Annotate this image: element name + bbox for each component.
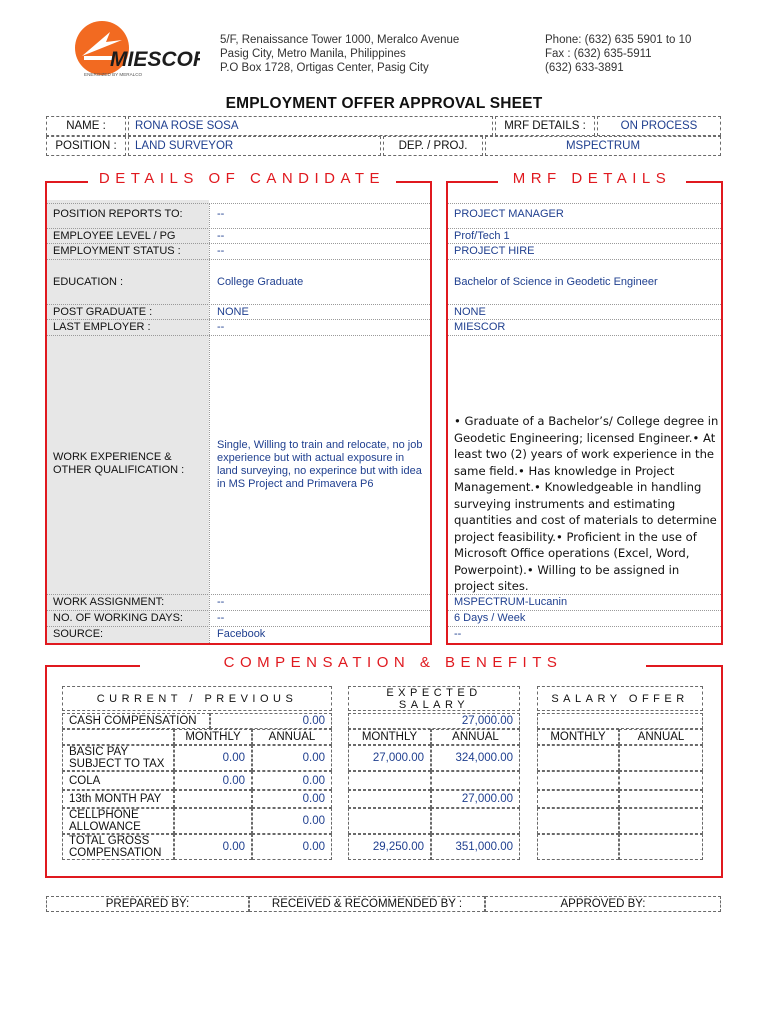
mrf-post-graduate: NONE bbox=[454, 306, 486, 318]
mrf-employment-status: PROJECT HIRE bbox=[454, 245, 535, 257]
basic-pay-label: BASIC PAY SUBJECT TO TAX bbox=[62, 745, 174, 771]
employee-level-value: -- bbox=[217, 230, 225, 242]
work-assignment-value: -- bbox=[217, 596, 225, 608]
fax-line-2: (632) 633-3891 bbox=[545, 62, 624, 74]
thirteenth-current-monthly bbox=[174, 790, 252, 808]
cellphone-expected-monthly bbox=[348, 808, 431, 834]
work-experience-value: Single, Willing to train and relocate, no job experience but with actual exposure in land surveying, no experince but with idea in MS Project and Primavera P6 bbox=[217, 439, 423, 490]
offer-annual-header: ANNUAL bbox=[619, 729, 703, 745]
cash-current-value: 0.00 bbox=[210, 713, 332, 729]
expected-monthly-header: MONTHLY bbox=[348, 729, 431, 745]
post-graduate-label: POST GRADUATE : bbox=[53, 306, 153, 318]
thirteenth-expected-monthly bbox=[348, 790, 431, 808]
company-contacts bbox=[545, 33, 691, 75]
basic-pay-expected-monthly: 27,000.00 bbox=[348, 745, 431, 771]
mrf-reports-to: PROJECT MANAGER bbox=[454, 208, 564, 220]
received-recommended-by-label: RECEIVED & RECOMMENDED BY : bbox=[249, 896, 485, 912]
basic-pay-expected-annual: 324,000.00 bbox=[431, 745, 520, 771]
reports-to-value: -- bbox=[217, 208, 225, 220]
cellphone-allowance-label: CELLPHONE ALLOWANCE bbox=[62, 808, 174, 834]
approved-by-label: APPROVED BY: bbox=[485, 896, 721, 912]
total-expected-monthly: 29,250.00 bbox=[348, 834, 431, 860]
total-current-annual: 0.00 bbox=[252, 834, 332, 860]
working-days-label: NO. OF WORKING DAYS: bbox=[53, 612, 183, 624]
thirteenth-month-label: 13th MONTH PAY bbox=[62, 790, 174, 808]
total-expected-annual: 351,000.00 bbox=[431, 834, 520, 860]
mrf-details-value: ON PROCESS bbox=[597, 116, 721, 136]
position-value: LAND SURVEYOR bbox=[128, 136, 381, 156]
mrf-employee-level: Prof/Tech 1 bbox=[454, 230, 510, 242]
working-days-value: -- bbox=[217, 612, 225, 624]
name-label: NAME : bbox=[46, 116, 126, 136]
thirteenth-expected-annual: 27,000.00 bbox=[431, 790, 520, 808]
cola-expected-annual bbox=[431, 771, 520, 790]
employment-status-label: EMPLOYMENT STATUS : bbox=[53, 245, 181, 257]
candidate-section-title: DETAILS OF CANDIDATE bbox=[88, 170, 396, 187]
cash-offer-value bbox=[537, 713, 703, 729]
post-graduate-value: NONE bbox=[217, 306, 249, 318]
dep-proj-value: MSPECTRUM bbox=[485, 136, 721, 156]
total-gross-label: TOTAL GROSS COMPENSATION bbox=[62, 834, 174, 860]
compensation-section-title: COMPENSATION & BENEFITS bbox=[140, 654, 646, 671]
cola-expected-monthly bbox=[348, 771, 431, 790]
logo-icon bbox=[70, 18, 200, 80]
basic-pay-current-monthly: 0.00 bbox=[174, 745, 252, 771]
education-label: EDUCATION : bbox=[53, 276, 124, 288]
last-employer-label: LAST EMPLOYER : bbox=[53, 321, 151, 333]
logo-wordmark: MIESCOR bbox=[110, 48, 200, 71]
thirteenth-current-annual: 0.00 bbox=[252, 790, 332, 808]
phone-line: Phone: (632) 635 5901 to 10 bbox=[545, 34, 692, 46]
cellphone-current-annual: 0.00 bbox=[252, 808, 332, 834]
mrf-last-employer: MIESCOR bbox=[454, 321, 506, 333]
mrf-qualifications: • Graduate of a Bachelor’s/ College degree in Geodetic Engineering; licensed Engineer.• At least two (2) years of work experience in the same field.• Has knowledge in Project Management.• Knowledgeable in handling surveying instruments and estimating quantities and cost of materials to determine project feasibility.• Proficient in the use of Microsoft Office operations (Excel, Word, Powerpoint).• Willing to be assigned in project sites. bbox=[454, 414, 719, 593]
total-current-monthly: 0.00 bbox=[174, 834, 252, 860]
position-label: POSITION : bbox=[46, 136, 126, 156]
source-label: SOURCE: bbox=[53, 628, 104, 640]
employment-status-value: -- bbox=[217, 245, 225, 257]
mrf-section-title: MRF DETAILS bbox=[498, 170, 686, 187]
current-annual-header: ANNUAL bbox=[252, 729, 332, 745]
mrf-working-days: 6 Days / Week bbox=[454, 612, 526, 624]
cellphone-current-monthly bbox=[174, 808, 252, 834]
candidate-label-column bbox=[47, 200, 209, 643]
address-line-3: P.O Box 1728, Ortigas Center, Pasig City bbox=[220, 62, 429, 74]
cellphone-expected-annual bbox=[431, 808, 520, 834]
address-line-1: 5/F, Renaissance Tower 1000, Meralco Avenue bbox=[220, 34, 460, 46]
basic-pay-current-annual: 0.00 bbox=[252, 745, 332, 771]
mrf-education: Bachelor of Science in Geodetic Engineer bbox=[454, 276, 658, 288]
miescor-logo bbox=[70, 18, 200, 80]
source-value: Facebook bbox=[217, 628, 266, 640]
company-address bbox=[220, 33, 459, 75]
dep-proj-label: DEP. / PROJ. bbox=[383, 136, 483, 156]
cola-current-annual: 0.00 bbox=[252, 771, 332, 790]
cash-compensation-label: CASH COMPENSATION bbox=[62, 713, 210, 729]
last-employer-value: -- bbox=[217, 321, 225, 333]
address-line-2: Pasig City, Metro Manila, Philippines bbox=[220, 48, 406, 60]
education-value: College Graduate bbox=[217, 276, 304, 288]
cola-label: COLA bbox=[62, 771, 174, 790]
fax-line: Fax : (632) 635-5911 bbox=[545, 48, 652, 60]
mrf-details-label: MRF DETAILS : bbox=[495, 116, 595, 136]
reports-to-label: POSITION REPORTS TO: bbox=[53, 208, 183, 220]
current-previous-header: CURRENT / PREVIOUS bbox=[62, 686, 332, 711]
prepared-by-label: PREPARED BY: bbox=[46, 896, 249, 912]
salary-offer-header: SALARY OFFER bbox=[537, 686, 703, 711]
page-title: EMPLOYMENT OFFER APPROVAL SHEET bbox=[225, 95, 543, 112]
work-experience-label: WORK EXPERIENCE & OTHER QUALIFICATION : bbox=[53, 451, 185, 476]
logo-tagline: ENERGIZED BY MERALCO bbox=[84, 72, 143, 77]
cash-expected-value: 27,000.00 bbox=[348, 713, 520, 729]
expected-salary-header: EXPECTED SALARY bbox=[348, 686, 520, 711]
name-value: RONA ROSE SOSA bbox=[128, 116, 493, 136]
cola-current-monthly: 0.00 bbox=[174, 771, 252, 790]
current-monthly-header: MONTHLY bbox=[174, 729, 252, 745]
expected-annual-header: ANNUAL bbox=[431, 729, 520, 745]
work-assignment-label: WORK ASSIGNMENT: bbox=[53, 596, 165, 608]
employee-level-label: EMPLOYEE LEVEL / PG bbox=[53, 230, 176, 242]
mrf-work-assignment: MSPECTRUM-Lucanin bbox=[454, 596, 568, 608]
offer-monthly-header: MONTHLY bbox=[537, 729, 619, 745]
mrf-source: -- bbox=[454, 628, 462, 640]
